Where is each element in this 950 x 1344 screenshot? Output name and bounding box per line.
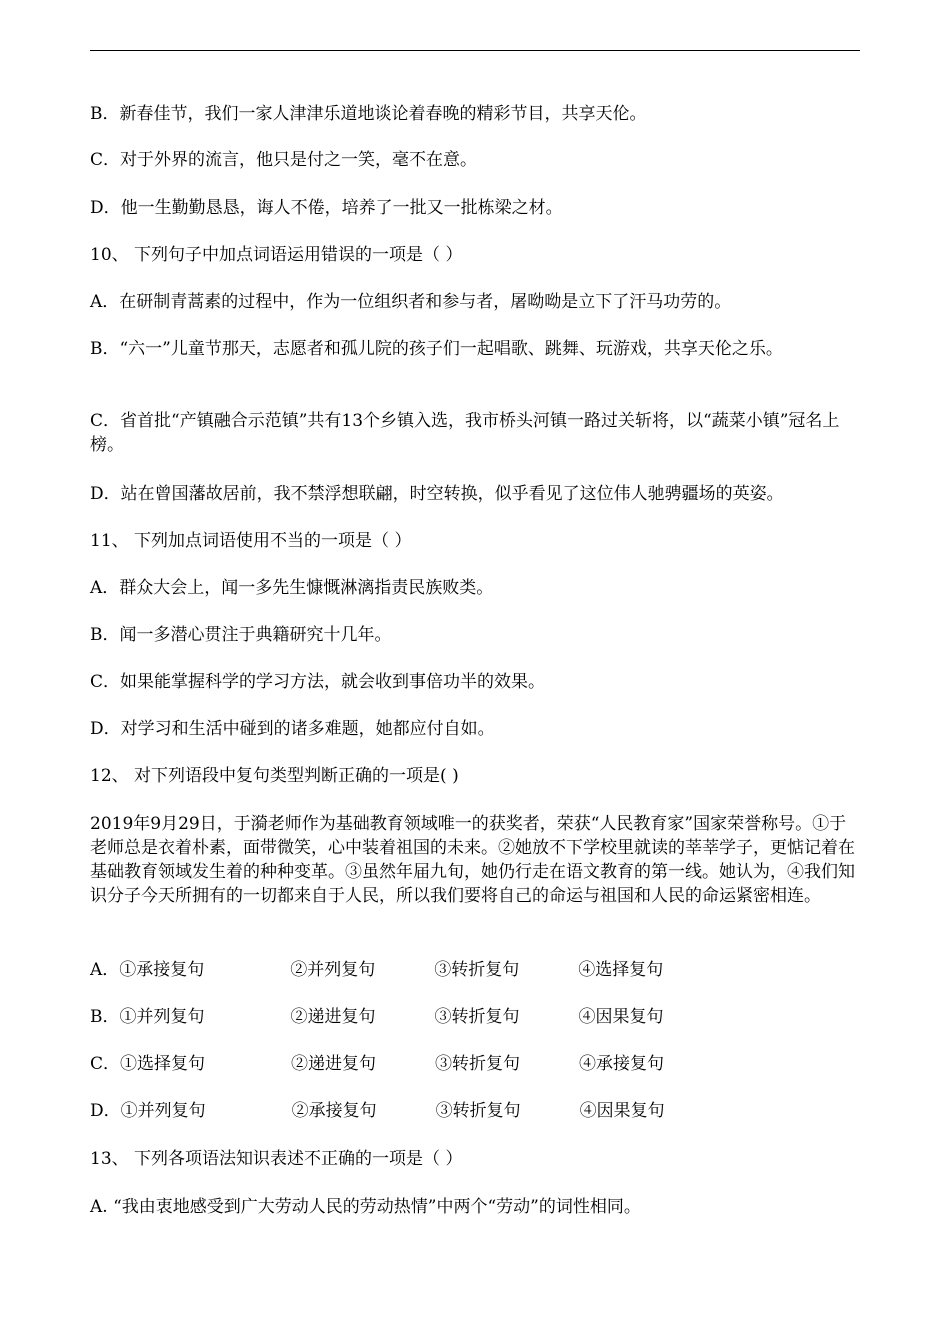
- option-item: ②递进复句: [290, 1007, 376, 1027]
- q12-option-b: [90, 1005, 860, 1029]
- q12-option-d: [90, 1099, 860, 1123]
- option-item: ③转折复句: [434, 960, 520, 980]
- option-item: ③转折复句: [435, 1054, 521, 1074]
- option-letter: A．: [90, 960, 120, 980]
- option-item: ③转折复句: [435, 1101, 521, 1121]
- q13-stem: 13、 下列各项语法知识表述不正确的一项是（ ）: [90, 1149, 463, 1169]
- q10-option-d: D．站在曾国藩故居前，我不禁浮想联翩，时空转换，似乎看见了这位伟人驰骋疆场的英姿。: [90, 484, 784, 504]
- q11-stem: 11、 下列加点词语使用不当的一项是（ ）: [90, 531, 412, 551]
- option-letter: D．: [90, 1101, 121, 1121]
- q13-option-a: A. “我由衷地感受到广大劳动人民的劳动热情”中两个“劳动”的词性相同。: [90, 1197, 641, 1217]
- q11-option-b: B．闻一多潜心贯注于典籍研究十几年。: [90, 625, 392, 645]
- option-item: ②并列复句: [290, 960, 376, 980]
- option-item: ①承接复句: [119, 960, 205, 980]
- option-item: ④因果复句: [579, 1101, 665, 1121]
- q12-stem: 12、 对下列语段中复句类型判断正确的一项是( ): [90, 766, 459, 786]
- header-rule: [90, 50, 860, 51]
- option-item: ①并列复句: [119, 1007, 205, 1027]
- option-item: ①选择复句: [120, 1054, 206, 1074]
- q11-option-c: C．如果能掌握科学的学习方法，就会收到事倍功半的效果。: [90, 672, 546, 692]
- option-letter: C．: [90, 1054, 121, 1074]
- q10-option-a: A．在研制青蒿素的过程中，作为一位组织者和参与者，屠呦呦是立下了汗马功劳的。: [90, 292, 732, 312]
- q11-option-a: A．群众大会上，闻一多先生慷慨淋漓指责民族败类。: [90, 578, 494, 598]
- option-item: ①并列复句: [120, 1101, 206, 1121]
- q12-option-a: [90, 958, 860, 982]
- q9-option-b: B．新春佳节，我们一家人津津乐道地谈论着春晚的精彩节目，共享天伦。: [90, 104, 647, 124]
- option-letter: B．: [90, 1007, 120, 1027]
- q11-option-d: D．对学习和生活中碰到的诸多难题，她都应付自如。: [90, 719, 495, 739]
- option-item: ④因果复句: [578, 1007, 664, 1027]
- q12-option-c: [90, 1052, 860, 1076]
- option-item: ④承接复句: [579, 1054, 665, 1074]
- q10-option-c: C．省首批“产镇融合示范镇”共有13个乡镇入选，我市桥头河镇一路过关斩将，以“蔬菜小镇”冠名上榜。: [90, 411, 840, 455]
- q10-stem: 10、 下列句子中加点词语运用错误的一项是（ ）: [90, 245, 463, 265]
- q9-option-c: C．对于外界的流言，他只是付之一笑，毫不在意。: [90, 150, 478, 170]
- option-item: ②承接复句: [291, 1101, 377, 1121]
- option-item: ②递进复句: [291, 1054, 377, 1074]
- q10-option-b: B．“六一”儿童节那天，志愿者和孤儿院的孩子们一起唱歌、跳舞、玩游戏，共享天伦之乐。: [90, 339, 783, 359]
- q12-passage: 2019年9月29日，于漪老师作为基础教育领域唯一的获奖者，荣获“人民教育家”国家荣誉称号。①于老师总是衣着朴素，面带微笑，心中装着祖国的未来。②她放不下学校里就读的莘莘学子，更惦记着在基础教育领域发生着的种种变革。③虽然年届九旬，她仍行走在语文教育的第一线。她认为，④我们知识分子今天所拥有的一切都来自于人民，所以我们要将自己的命运与祖国和人民的命运紧密相连。: [90, 814, 855, 906]
- option-item: ④选择复句: [578, 960, 664, 980]
- option-item: ③转折复句: [434, 1007, 520, 1027]
- q9-option-d: D．他一生勤勤恳恳，诲人不倦，培养了一批又一批栋梁之材。: [90, 198, 563, 218]
